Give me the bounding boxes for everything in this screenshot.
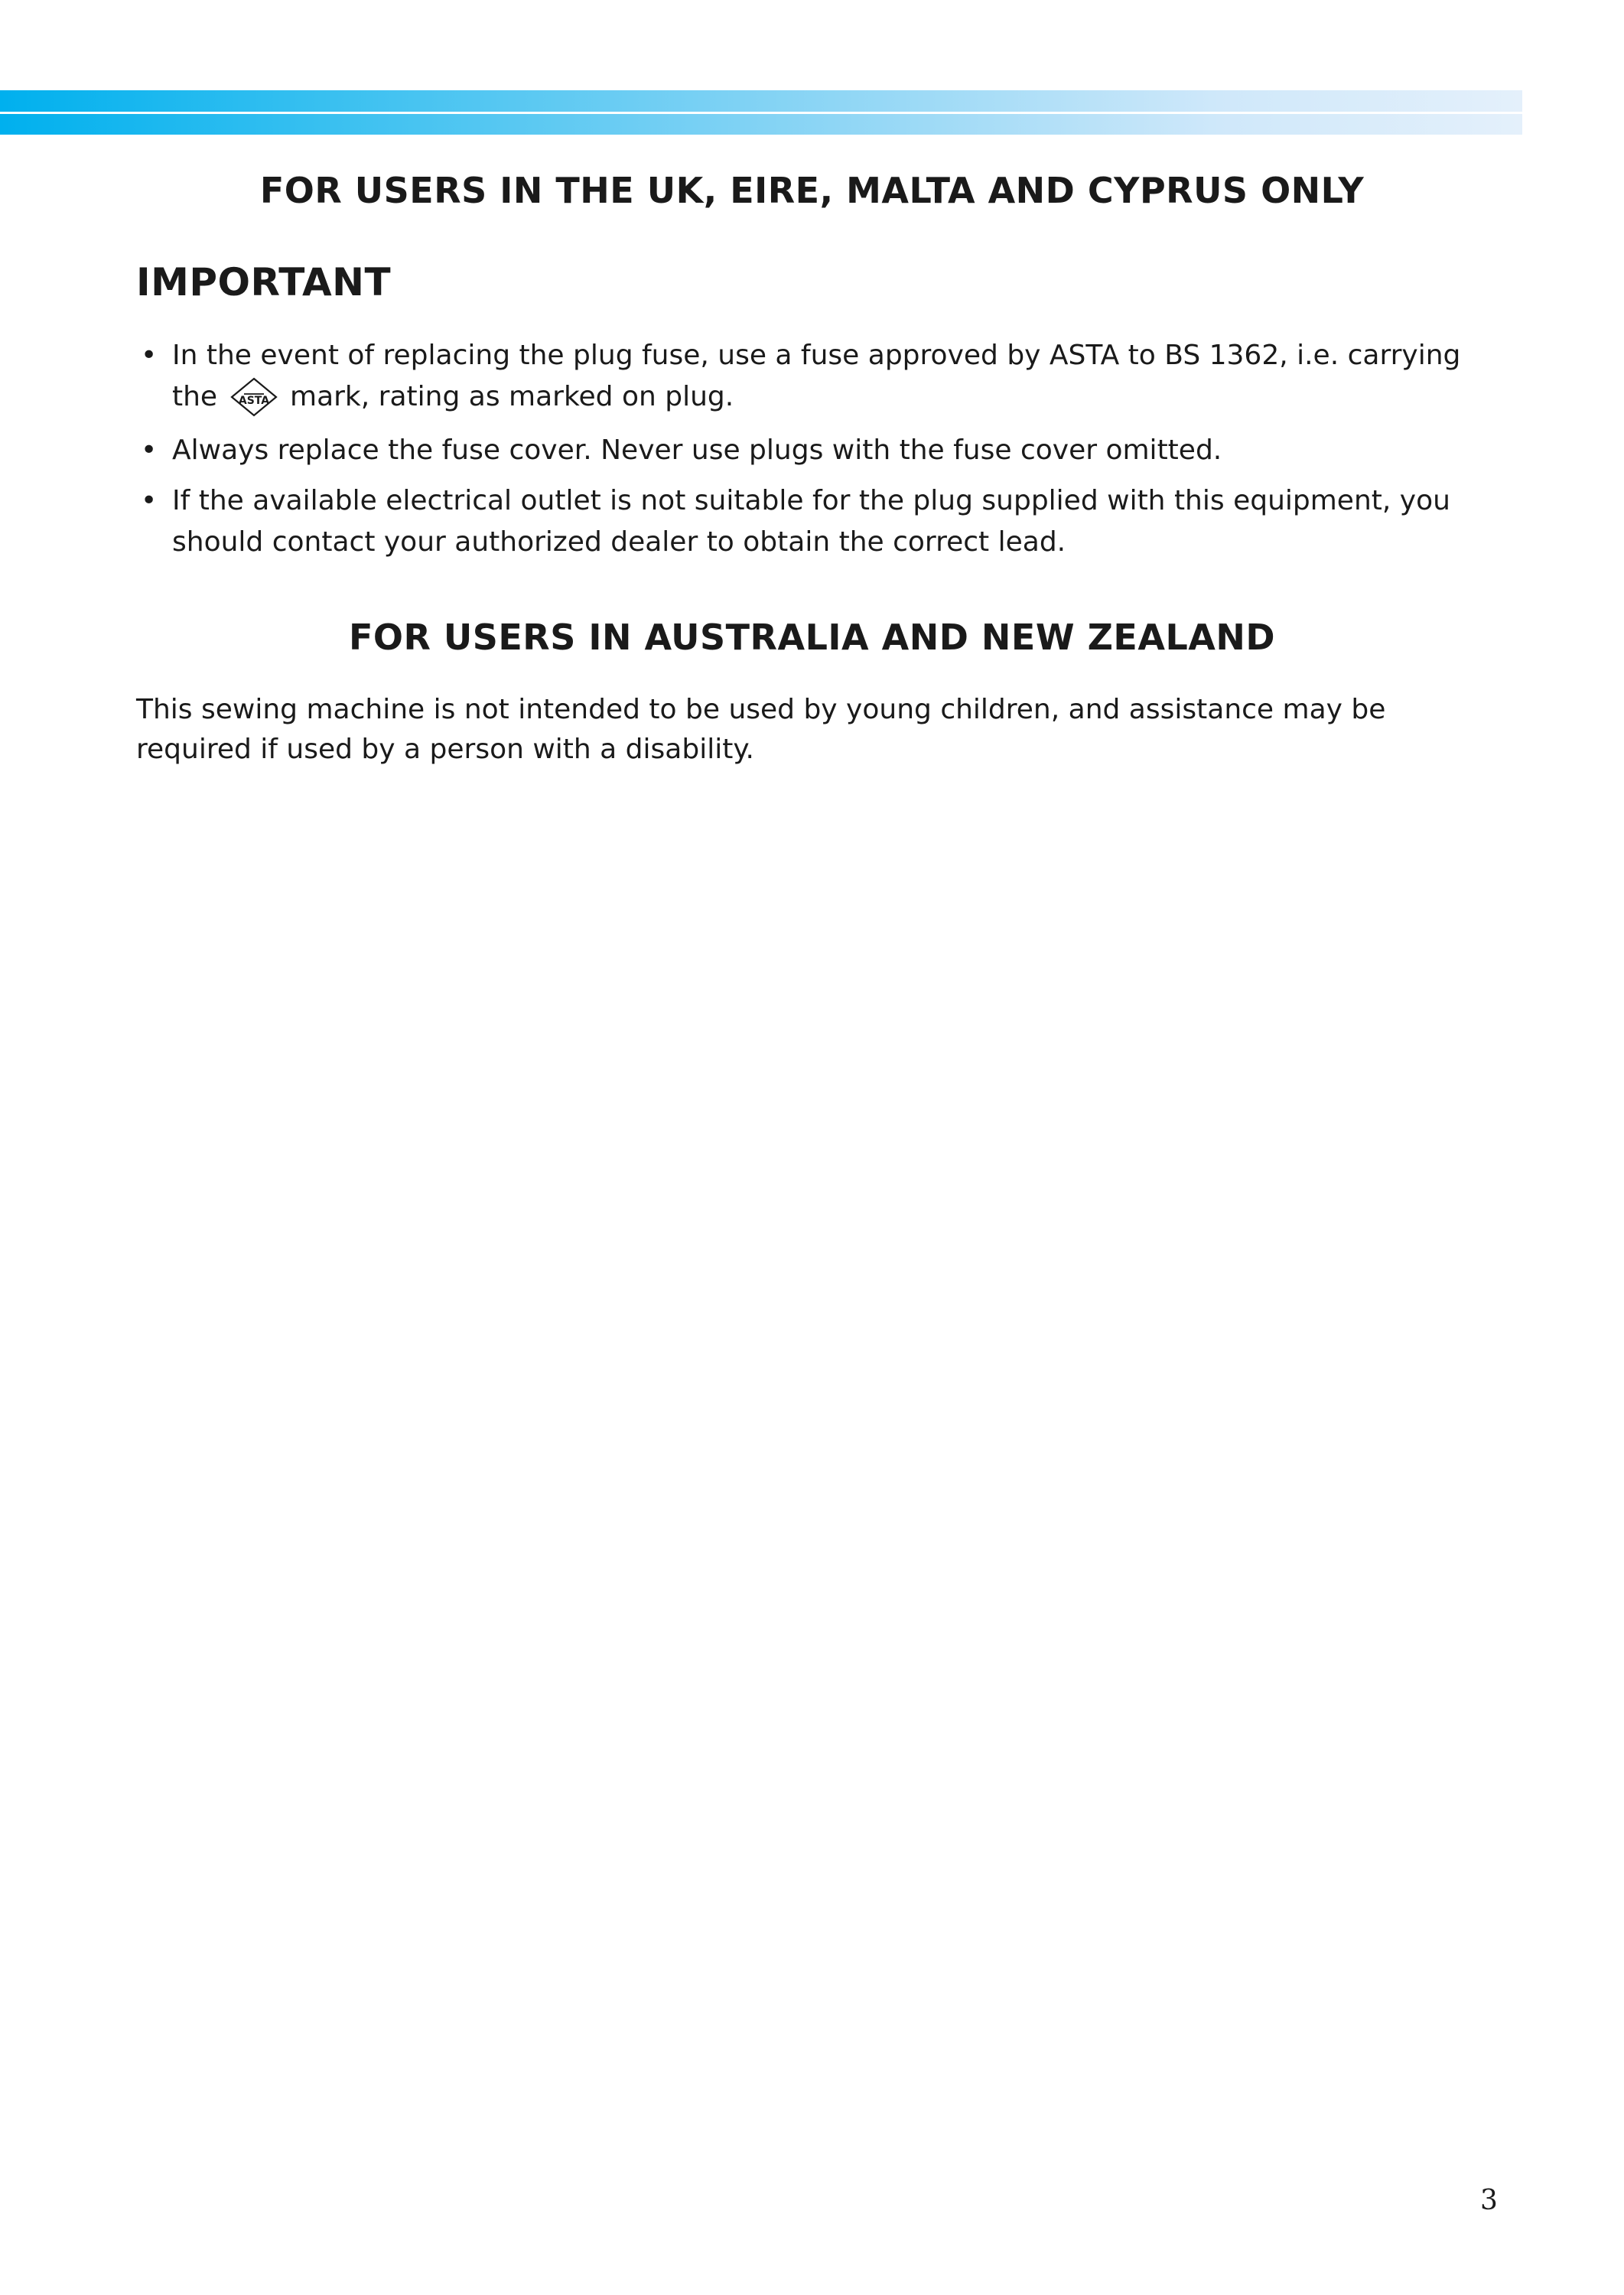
au-nz-section-title: FOR USERS IN AUSTRALIA AND NEW ZEALAND — [348, 617, 1276, 658]
bullet-item-outlet — [136, 480, 1498, 563]
important-bullet-list — [136, 335, 1498, 563]
important-heading: IMPORTANT — [136, 260, 392, 304]
bullet-item-fuse-cover — [136, 430, 1498, 471]
bullet-text-fuse-part2: mark, rating as marked on plug. — [290, 381, 734, 412]
asta-mark-icon — [229, 376, 278, 418]
bullet-dot: • — [141, 435, 158, 466]
bullet-text-fuse-part1: In the event of replacing the plug fuse, use a fuse approved by ASTA to BS 1362, i.e. carrying the — [172, 340, 1461, 412]
bullet-text-outlet: If the available electrical outlet is not suitable for the plug supplied with this equipment, you should contact your authorized dealer to obtain the correct lead. — [172, 485, 1450, 558]
uk-section-title: FOR USERS IN THE UK, EIRE, MALTA AND CYPRUS ONLY — [259, 170, 1365, 211]
header-band-line — [0, 112, 1522, 114]
bullet-dot: • — [141, 485, 158, 516]
page-number: 3 — [1480, 2185, 1498, 2216]
asta-mark-label: ASTA — [238, 395, 269, 407]
bullet-item-fuse — [136, 335, 1498, 418]
au-nz-body-text: This sewing machine is not intended to be used by young children, and assistance may be required if used by a person with a disability. — [136, 694, 1386, 765]
bullet-dot: • — [141, 340, 158, 371]
bullet-text-fuse-cover: Always replace the fuse cover. Never use plugs with the fuse cover omitted. — [172, 435, 1222, 466]
